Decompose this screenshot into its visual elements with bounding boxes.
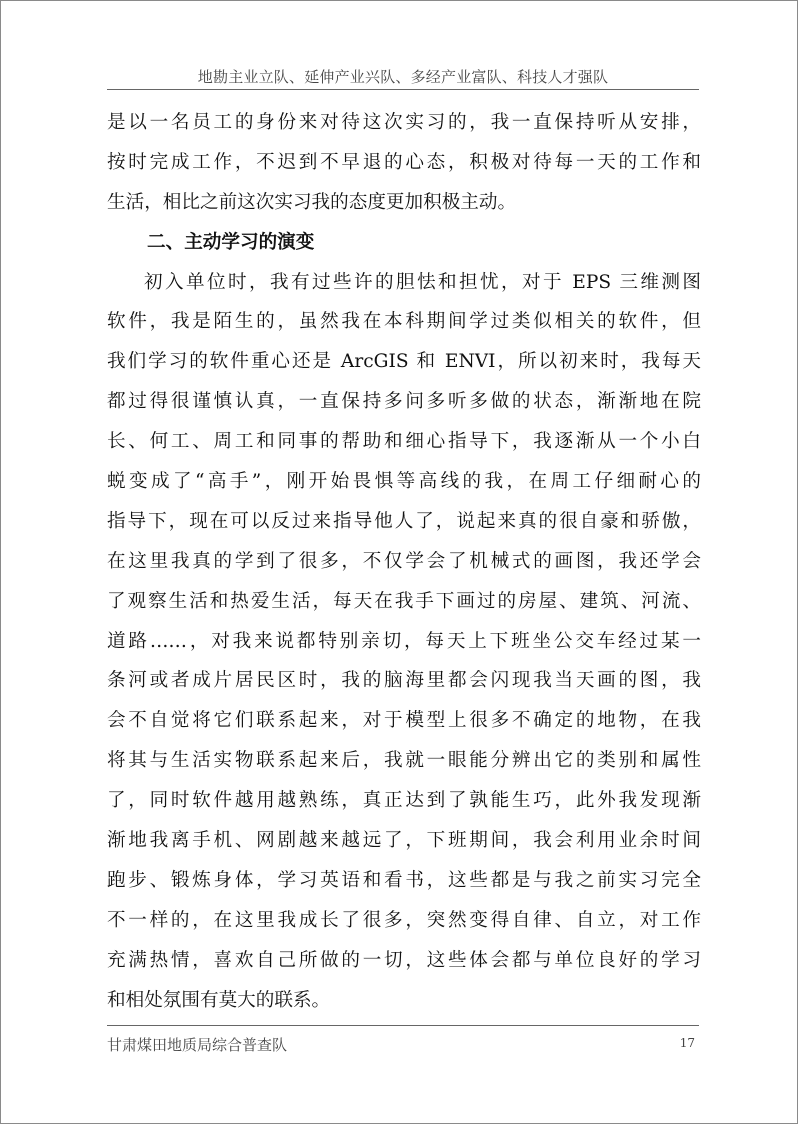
section-heading: 二、主动学习的演变 bbox=[147, 231, 315, 253]
text-line: 都过得很谨慎认真，一直保持多问多听多做的状态，渐渐地在院 bbox=[107, 391, 701, 413]
text-line: 和相处氛围有莫大的联系。 bbox=[107, 989, 331, 1011]
text-line: 了观察生活和热爱生活，每天在我手下画过的房屋、建筑、河流、 bbox=[107, 590, 701, 612]
page-header bbox=[107, 63, 699, 90]
text-line: 了，同时软件越用越熟练，真正达到了孰能生巧，此外我发现渐 bbox=[107, 790, 701, 812]
header-slogan: 地勘主业立队、延伸产业兴队、多经产业富队、科技人才强队 bbox=[197, 68, 609, 86]
page-footer bbox=[107, 1025, 699, 1056]
text-line: 软件，我是陌生的，虽然我在本科期间学过类似相关的软件，但 bbox=[107, 311, 701, 333]
text-line: 初入单位时，我有过些许的胆怯和担忧，对于 EPS 三维测图 bbox=[144, 271, 701, 293]
paragraph-1 bbox=[107, 103, 701, 223]
text-line: 渐地我离手机、网剧越来越远了，下班期间，我会利用业余时间 bbox=[107, 830, 701, 852]
text-line: 不一样的，在这里我成长了很多，突然变得自律、自立，对工作 bbox=[107, 909, 701, 931]
text-line: 将其与生活实物联系起来后，我就一眼能分辨出它的类别和属性 bbox=[107, 750, 701, 772]
text-line: 条河或者成片居民区时，我的脑海里都会闪现我当天画的图，我 bbox=[107, 670, 701, 692]
text-line: 长、何工、周工和同事的帮助和细心指导下，我逐渐从一个小白 bbox=[107, 431, 701, 453]
text-line: 按时完成工作，不迟到不早退的心态，积极对待每一天的工作和 bbox=[107, 151, 701, 173]
text-line: 充满热情，喜欢自己所做的一切，这些体会都与单位良好的学习 bbox=[107, 949, 701, 971]
text-line: 我们学习的软件重心还是 ArcGIS 和 ENVI，所以初来时，我每天 bbox=[107, 351, 701, 373]
text-line: 生活，相比之前这次实习我的态度更加积极主动。 bbox=[107, 191, 517, 213]
page-body bbox=[107, 103, 701, 1020]
text-line: 蜕变成了“高手”，刚开始畏惧等高线的我，在周工仔细耐心的 bbox=[107, 471, 701, 493]
footer-organization: 甘肃煤田地质局综合普查队 bbox=[107, 1036, 288, 1054]
page-number: 17 bbox=[679, 1036, 695, 1050]
paragraph-2 bbox=[107, 263, 701, 1021]
text-line: 是以一名员工的身份来对待这次实习的，我一直保持听从安排， bbox=[107, 112, 701, 133]
text-line: 指导下，现在可以反过来指导他人了，说起来真的很自豪和骄傲， bbox=[107, 510, 701, 532]
text-line: 跑步、锻炼身体，学习英语和看书，这些都是与我之前实习完全 bbox=[107, 869, 701, 891]
text-line: 道路……，对我来说都特别亲切，每天上下班坐公交车经过某一 bbox=[107, 630, 701, 652]
text-line: 在这里我真的学到了很多，不仅学会了机械式的画图，我还学会 bbox=[107, 550, 701, 572]
text-line: 会不自觉将它们联系起来，对于模型上很多不确定的地物，在我 bbox=[107, 710, 701, 732]
